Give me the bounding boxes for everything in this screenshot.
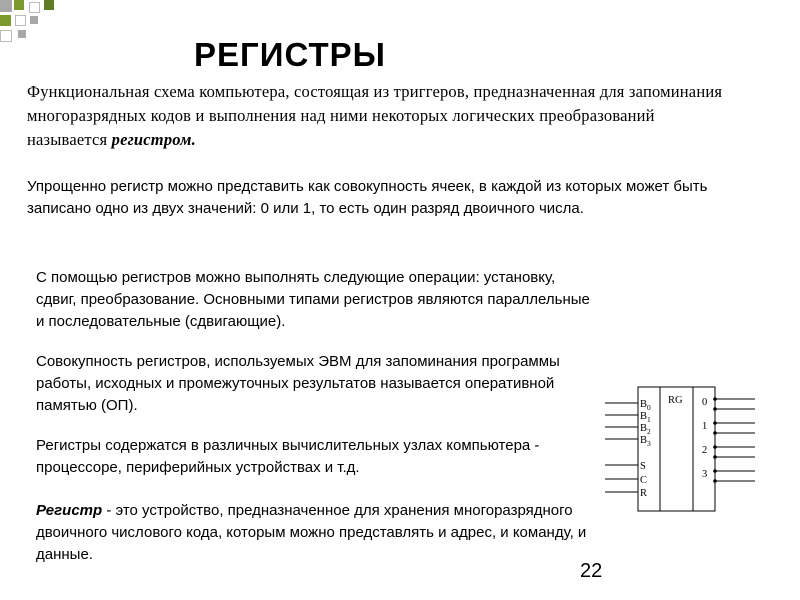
- register-diagram: [605, 385, 765, 515]
- input-label: C: [640, 475, 648, 486]
- output-label: 0: [702, 397, 708, 408]
- deco-square: [0, 0, 12, 12]
- input-label: R: [640, 488, 648, 499]
- deco-square: [14, 0, 24, 10]
- output-dot: [713, 445, 717, 449]
- output-label: 1: [702, 421, 708, 432]
- output-dot: [713, 455, 717, 459]
- definition-text: - это устройство, предназначенное для хранения многоразрядного двоичного числового кода, которым можно представлять и адрес, и команду, и данные.: [36, 502, 587, 563]
- input-label: S: [640, 461, 646, 472]
- input-subscript: 1: [647, 415, 651, 424]
- output-label: 3: [702, 469, 708, 480]
- input-subscript: 3: [647, 439, 651, 448]
- output-dot: [713, 397, 717, 401]
- deco-square: [0, 30, 12, 42]
- block-label: RG: [668, 395, 683, 406]
- slide-title: РЕГИСТРЫ: [194, 36, 386, 73]
- intro-term: регистром.: [111, 130, 196, 149]
- paragraph-definition: [36, 500, 596, 566]
- input-label: $B_2$: [640, 423, 651, 436]
- input-subscript: 0: [647, 403, 651, 412]
- paragraph-operations: С помощью регистров можно выполнять следующие операции: установку, сдвиг, преобразование. Основными типами регистров являются параллельные и последовательные (сдвигающие).: [36, 269, 590, 330]
- paragraph-memory: Совокупность регистров, используемых ЭВМ для запоминания программы работы, исходных и промежуточных результатов называется оперативной памятью (ОП).: [36, 353, 560, 414]
- intro-paragraph: [27, 80, 727, 152]
- input-label: $B_3$: [640, 435, 651, 448]
- input-label: $B_0$: [640, 399, 651, 412]
- intro-text: Функциональная схема компьютера, состоящая из триггеров, предназначенная для запоминания многоразрядных кодов и выполнения над ними некоторых логических преобразований называется: [27, 82, 723, 149]
- deco-square: [29, 2, 40, 13]
- paragraph-locations: Регистры содержатся в различных вычислительных узлах компьютера - процессоре, периферийных устройствах и т.д.: [36, 437, 540, 476]
- deco-square: [0, 15, 11, 26]
- deco-square: [44, 0, 54, 10]
- input-label: $B_1$: [640, 411, 651, 424]
- paragraph-simplified: Упрощенно регистр можно представить как совокупность ячеек, в каждой из которых может быть записано одно из двух значений: 0 или 1, то есть один разряд двоичного числа.: [27, 178, 708, 217]
- output-dot: [713, 407, 717, 411]
- page-number: 22: [580, 560, 603, 582]
- input-subscript: 2: [647, 427, 651, 436]
- deco-square: [15, 15, 26, 26]
- output-label: 2: [702, 445, 708, 456]
- deco-square: [18, 30, 26, 38]
- output-dot: [713, 479, 717, 483]
- definition-term: Регистр: [36, 502, 103, 519]
- deco-square: [30, 16, 38, 24]
- corner-decoration: [0, 0, 80, 60]
- output-dot: [713, 421, 717, 425]
- output-dot: [713, 469, 717, 473]
- output-dot: [713, 431, 717, 435]
